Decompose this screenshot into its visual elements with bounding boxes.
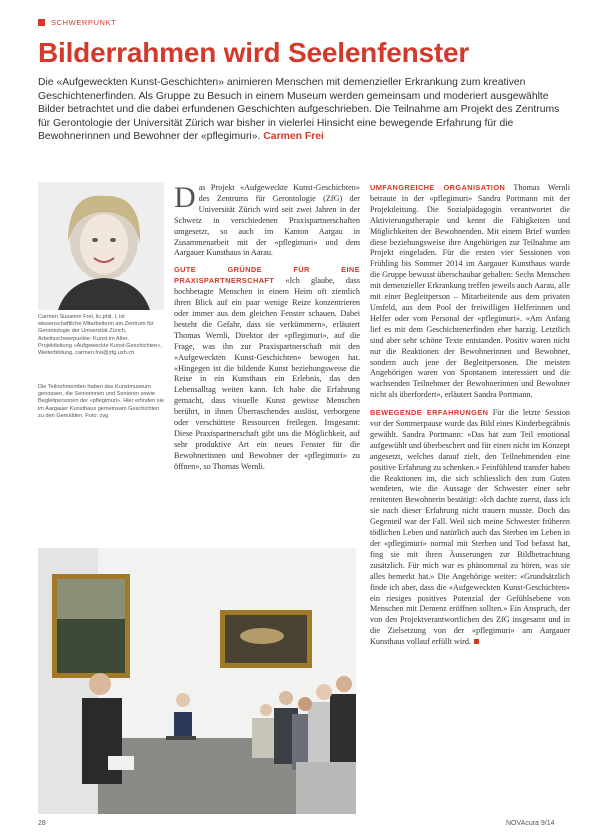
praxis-text: «Ich glaube, dass hochbetagte Menschen in einem Heim oft ziemlich ihren Blick auf ein paar wenige Reize konzentrieren oder immer aus dem gleichen Fenster schauen. Dabei besteht die Gefahr, dass sie verkümmern», erläutert Thomas Wernli, Direktor der «pflegimuri», auf die Frage, was ihn zur Praxispartnerschaft mit den «Aufgeweckten Kunst-Geschichten» bewogen hat. «Hingegen ist die bildende Kunst beziehungsweise die Reise in ein Kunsthaus ein Erlebnis, das den Lebensalltag weiten kann. Ich habe die Erfahrung gemacht, dass visuelle Kunst gewisse Menschen berührt, in ihnen Überraschendes auslöst, verborgene oder verschüttete Ressourcen freilegen. Insgesamt: Diese Praxispartnerschaft gibt uns die Möglichkeit, auf sehr produktive Art ein neues Fenster für die Bewohnerinnen und Bewohner der «pflegimuri» zu öffnen», so Thomas Wernli. [174,276,360,471]
intro-text: as Projekt «Aufgeweckte Kunst-Geschichten» des Zentrums für Gerontologie (ZfG) der Universität Zürich wird seit zwei Jahren in der Schweiz in verschiedenen Praxispartnerschaften umgesetzt, so auch im Kanton Aargau in Zusammenarbeit mit der «pflegimuri» und dem Aargauer Kunsthaus in Aarau. [174,183,360,258]
heading-organisation: UMFANGREICHE ORGANISATION [370,183,506,192]
portrait-image [38,182,164,310]
page-title: Bilderrahmen wird Seelenfenster [38,37,470,68]
end-mark-icon [474,639,479,644]
issue-label: NOVAcura 9/14 [506,820,555,827]
heading-praxis: GUTE GRÜNDE FÜR EINE PRAXISPARTNERSCHAFT [174,265,360,286]
erfahrungen-text: Für die letzte Session vor der Sommerpause wurde das Bild eines Kinderbegräbnis gewählt. Sandra Portmann: «Das hat zum Teil emotional aufgewühlt und überbeschert und für einen nicht im Konzept angesetzt, welches darauf zielt, den Teilnehmenden eine positive Erfahrung zu schenken.» Feinfühlend transfer haben die Reaktionen im, die sich schliesslich den zum Guten wendeten, wie die Aussage der Schwester einer sehr renitenten Bewohnerin bestätigt: «Ich dachte zuerst, dass ich sie nach dieser Erfahrung nicht trauern musste. Doch das Gegenteil war der Fall. Weil sich meine Schwester früheren tödlichen Leben und natürlich auch das Sterben im Leben in der «pflegimuri» normal mit Sterben und Tod befasst hat, fing sie mit ihren Äusserungen zur Bildbetrachtung zusätzlich. Für mich war es phänomenal zu hören, was sie alles bemerkt hat.» Die Angehörige weiter: «Grundsätzlich finde ich aber, dass die «Aufgeweckten Kunst-Geschichten» ein riesiges positives Potenzial der Gefühlsebene von Menschen mit Demenz eröffnen sollten.» Ein Anspruch, der von den Projektverantwortlichen des ZfG insgesamt und in die Zielsetzung von der «pflegimuri» am Aargauer Kunsthaus vollauf erfüllt wird. [370,408,571,647]
museum-scene-image [38,548,356,814]
rubric-label: SCHWERPUNKT [51,18,117,27]
middle-column [174,183,360,473]
section-organisation [370,183,570,401]
section-erfahrungen [370,408,570,648]
rubric-square-icon [38,19,45,26]
page-number: 28 [38,820,46,827]
right-column [370,183,570,648]
intro-paragraph [174,183,360,259]
drop-cap: D [174,181,196,214]
organisation-text: Thomas Wernli betraute in der «pflegimuri» Sandra Portmann mit der Projektleitung. Die Sozialpädagogin verantwortet die Aktivierungstherapie und kennt die Fähigkeiten und Möglichkeiten der Bewohnenden. Mit einem Brief wurden diese beziehungsweise ihre Angehörigen zur Teilnahme am Projekt eingeladen. Für die ersten vier Sessionen von Frühling bis Sommer 2014 im Aargauer Kunsthaus wurde die Gruppe bewusst überschaubar gehalten: Sechs Menschen mit demenzieller Erkrankung treffen jeweils auch Aarau, alle mit einer Begleitperson – Mitarbeitende aus dem privaten Umfeld, aus dem Pool der freiwilligen Helferinnen und Helfer oder vom Personal der «pflegimuri». «Am Anfang lief es mit dem Geschichtenerfinden eher harzig. Letztlich sind aber sehr schöne Texte entstanden. Positiv waren nicht nur die Reaktionen der Bewohnerinnen und Bewohner, sondern auch jene der Begleitpersonen. Die meisten Angehörigen waren von Spontanem interessiert und die wachsenden Teilnehmer der Bewohnerinnen und Bewohner nicht als überfordert», erläutert Sandra Portmann. [370,183,570,400]
portrait-caption: Carmen Susanne Frei, lic.phil. I, ist wissenschaftliche Mitarbeiterin am Zentrum für Gerontologie der Universität Zürich, Arbeitsschwerpunkte: Kunst im Alter, Projektleitung «Aufgeweckte Kunst-Geschichten», Weiterbildung. carmen.frei@zfg.uzh.ch [38,314,163,357]
lead-text: Die «Aufgeweckten Kunst-Geschichten» animieren Menschen mit demenzieller Erkrankung zum kreativen Geschichtenerfinden. Als Gruppe zu Besuch in einem Museum werden gemeinsam und moderiert ausgewählte Bilder betrachtet und die dabei erfundenen Geschichten aufgeschrieben. Die Teilnahme am Projekt des Zentrums für Gerontologie der Universität Zürich war bisher in vielerlei Hinsicht eine bewegende Erfahrung für die Bewohnerinnen und Bewohner der «pflegimuri». [38,77,560,143]
lead-paragraph [38,76,570,144]
museum-photo [38,548,356,814]
heading-erfahrungen: BEWEGENDE ERFAHRUNGEN [370,408,489,418]
rubric [38,18,116,27]
photo-caption: Die Teilnehmenden haben das Kunstmuseum genossen, die Seniorinnen und Senioren sowie Begleitpersonen der «pflegimuri». Hier erfinden sie im Aargauer Kunsthaus gemeinsam Geschichten zu den Gemälden. Foto: zvg [38,384,164,419]
author-portrait [38,182,164,310]
section-praxis [174,265,360,472]
author-name: Carmen Frei [263,131,324,143]
